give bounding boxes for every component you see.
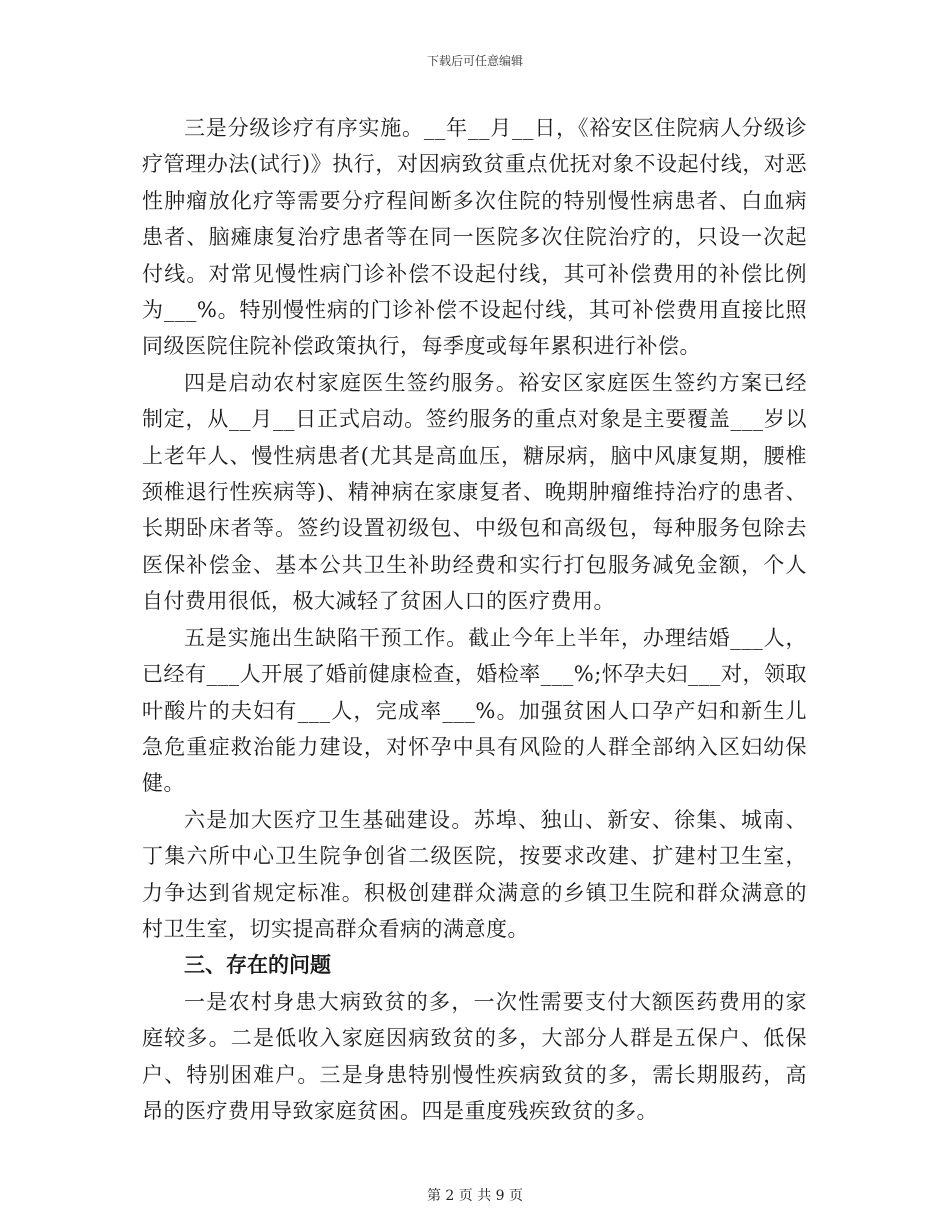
- section-heading: 三、存在的问题: [184, 952, 331, 978]
- paragraph-problems: 一是农村身患大病致贫的多，一次性需要支付大额医药费用的家庭较多。二是低收入家庭因病致贫的多，大部分人群是五保户、低保户、特别困难户。三是身患特别慢性疾病致贫的多，需长期服药，高昂的医疗费用导致家庭贫困。四是重度残疾致贫的多。: [142, 989, 807, 1123]
- paragraph-birth-defect: 五是实施出生缺陷干预工作。截止今年上半年，办理结婚___人，已经有___人开展了婚前健康检查，婚检率___%;怀孕夫妇___对，领取叶酸片的夫妇有___人，完成率___%。加强贫困人口孕产妇和新生儿急危重症救治能力建设，对怀孕中具有风险的人群全部纳入区妇幼保健。: [142, 625, 807, 796]
- document-body: [142, 110, 807, 1129]
- page-header: 下载后可任意编辑: [426, 54, 523, 68]
- paragraph-infrastructure: 六是加大医疗卫生基础建设。苏埠、独山、新安、徐集、城南、丁集六所中心卫生院争创省二级医院，按要求改建、扩建村卫生室，力争达到省规定标准。积极创建群众满意的乡镇卫生院和群众满意的村卫生室，切实提高群众看病的满意度。: [142, 807, 807, 941]
- paragraph-tiered-treatment: 三是分级诊疗有序实施。__年__月__日，《裕安区住院病人分级诊疗管理办法(试行)》执行，对因病致贫重点优抚对象不设起付线，对恶性肿瘤放化疗等需要分疗程间断多次住院的特别慢性病患者、白血病患者、脑瘫康复治疗患者等在同一医院多次住院治疗的，只设一次起付线。对常见慢性病门诊补偿不设起付线，其可补偿费用的补偿比例为___%。特别慢性病的门诊补偿不设起付线，其可补偿费用直接比照同级医院住院补偿政策执行，每季度或每年累积进行补偿。: [142, 116, 807, 359]
- page-number: 第 2 页 共 9 页: [426, 1188, 524, 1204]
- paragraph-family-doctor: 四是启动农村家庭医生签约服务。裕安区家庭医生签约方案已经制定，从__月__日正式启动。签约服务的重点对象是主要覆盖___岁以上老年人、慢性病患者(尤其是高血压，糖尿病，脑中风康复期，腰椎颈椎退行性疾病等)、精神病在家康复者、晚期肿瘤维持治疗的患者、长期卧床者等。签约设置初级包、中级包和高级包，每种服务包除去医保补偿金、基本公共卫生补助经费和实行打包服务减免金额，个人自付费用很低，极大减轻了贫困人口的医疗费用。: [142, 370, 807, 614]
